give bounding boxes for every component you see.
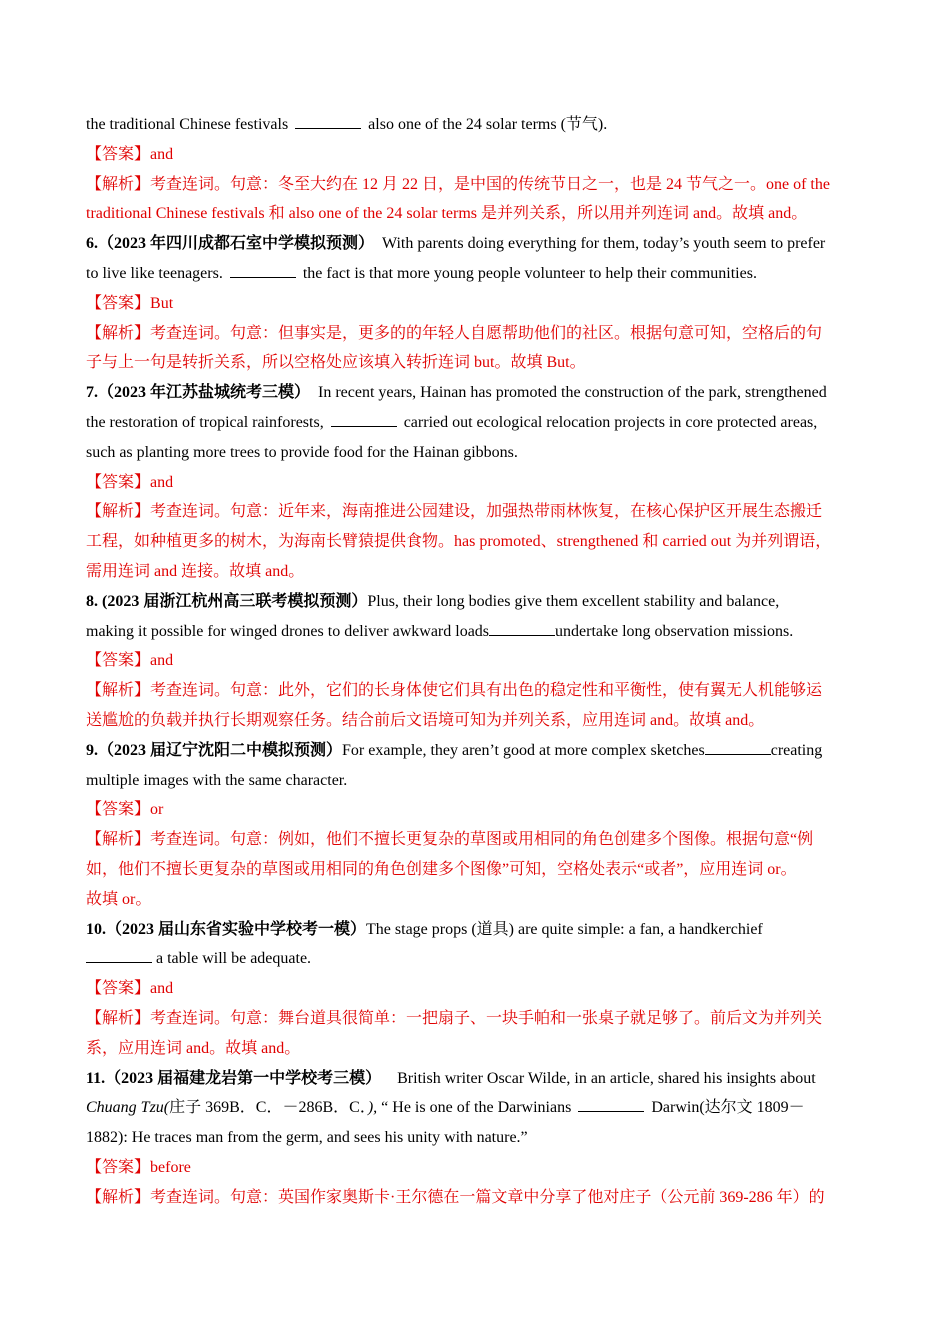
answer-value: or — [150, 801, 164, 819]
question-text: the traditional Chinese festivals — [86, 116, 293, 133]
question-text: making it possible for winged drones to deliver awkward loads — [86, 622, 490, 640]
analysis-line: 【解析】考查连词。句意：舞台道具很简单：一把扇子、一块手帕和一张桌子就足够了。前后文为并列关 — [86, 1009, 823, 1027]
question-text: For example, they aren’t good at more complex sketches — [342, 741, 705, 759]
answer-blank — [705, 741, 771, 755]
question-text: a table will be adequate. — [152, 950, 312, 968]
question-line — [86, 408, 864, 438]
question-text: 庄子 369B．C．－286B．C． — [169, 1099, 368, 1117]
question-line — [86, 736, 864, 766]
question-text: The stage props (道具) are quite simple: a fan, a handkerchief — [366, 920, 763, 938]
answer-value: and — [150, 473, 174, 491]
question-text: also one of the 24 solar terms (节气). — [364, 116, 608, 133]
question-text: 1882): He traces man from the germ, and sees his unity with nature.” — [86, 1129, 528, 1147]
answer-blank — [86, 949, 152, 963]
answer-label: 【答案】 — [86, 473, 151, 491]
question-text: British writer Oscar Wilde, in an article, shared his insights about — [381, 1069, 816, 1087]
question-block-q11 — [86, 1064, 864, 1213]
question-block-q7 — [86, 378, 864, 587]
analysis-line: 送尴尬的负载并执行长期观察任务。结合前后文语境可知为并列关系，应用连词 and。故填 and。 — [86, 711, 765, 729]
answer-line — [86, 795, 864, 825]
analysis-line: 【解析】考查连词。句意：冬至大约在 12 月 22 日，是中国的传统节日之一，也是 24 节气之一。one of the — [86, 175, 830, 193]
question-line — [86, 944, 864, 974]
question-text: Plus, their long bodies give them excellent stability and balance, — [367, 592, 780, 610]
question-source: 10.（2023 届山东省实验中学校考一模） — [86, 920, 367, 938]
answer-value: and — [150, 145, 174, 163]
answer-label: 【答案】 — [86, 294, 151, 312]
analysis-line: 【解析】考查连词。句意：例如，他们不擅长更复杂的草图或用相同的角色创建多个图像。根据句意“例 — [86, 831, 814, 849]
answer-label: 【答案】 — [86, 652, 151, 670]
answer-blank — [331, 413, 397, 427]
analysis-line: 如，他们不擅长更复杂的草图或用相同的角色创建多个图像”可知，空格处表示“或者”，应用连词 or。 — [86, 860, 797, 878]
question-text: multiple images with the same character. — [86, 771, 348, 789]
question-line — [86, 915, 864, 945]
question-block-q6 — [86, 229, 864, 378]
question-block-q8 — [86, 587, 864, 736]
question-source: 6.（2023 年四川成都石室中学模拟预测） — [86, 235, 375, 253]
analysis-line: 【解析】考查连词。句意：近年来，海南推进公园建设，加强热带雨林恢复，在核心保护区开展生态搬迁 — [86, 503, 823, 521]
answer-label: 【答案】 — [86, 1158, 151, 1176]
answer-label: 【答案】 — [86, 801, 151, 819]
question-line — [86, 229, 864, 259]
question-text: such as planting more trees to provide food for the Hainan gibbons. — [86, 443, 518, 461]
question-line — [86, 1093, 864, 1123]
answer-line — [86, 140, 864, 170]
analysis-line: 【解析】考查连词。句意：但事实是，更多的的年轻人自愿帮助他们的社区。根据句意可知，空格后的句 — [86, 324, 823, 342]
question-text: the fact is that more young people volunteer to help their communities. — [298, 264, 757, 282]
answer-line — [86, 1153, 864, 1183]
question-line — [86, 587, 864, 617]
question-text: “ He is one of the Darwinians — [381, 1099, 576, 1117]
question-source: 9.（2023 届辽宁沈阳二中模拟预测） — [86, 741, 343, 759]
question-text: carried out ecological relocation projects in core protected areas, — [399, 413, 818, 431]
question-line — [86, 766, 864, 796]
answer-line — [86, 974, 864, 1004]
question-source: 8. (2023 届浙江杭州高三联考模拟预测） — [86, 592, 368, 610]
question-text: With parents doing everything for them, today’s youth seem to prefer — [374, 235, 826, 253]
answer-line — [86, 646, 864, 676]
question-block-q5 — [86, 110, 864, 229]
analysis-line: traditional Chinese festivals 和 also one of the 24 solar terms 是并列关系，所以用并列连词 and。故填 and。 — [86, 205, 808, 223]
document-page — [86, 110, 864, 1212]
question-source: 11.（2023 届福建龙岩第一中学校考三模） — [86, 1069, 382, 1087]
question-line — [86, 110, 864, 140]
analysis-line: 故填 or。 — [86, 890, 152, 908]
question-line — [86, 1064, 864, 1094]
italic-text: Chuang Tzu( — [86, 1099, 170, 1117]
question-text: creating — [770, 741, 823, 759]
answer-line — [86, 468, 864, 498]
question-text: In recent years, Hainan has promoted the construction of the park, strengthened — [310, 384, 827, 402]
answer-value: and — [150, 980, 174, 998]
answer-value: and — [150, 652, 174, 670]
question-text: the restoration of tropical rainforests, — [86, 413, 328, 431]
analysis-line: 子与上一句是转折关系，所以空格处应该填入转折连词 but。故填 But。 — [86, 354, 586, 372]
question-block-q9 — [86, 736, 864, 915]
question-line — [86, 1123, 864, 1153]
answer-blank — [230, 264, 296, 278]
answer-value: But — [150, 294, 174, 312]
answer-blank — [489, 622, 555, 636]
analysis-line: 系，应用连词 and。故填 and。 — [86, 1039, 301, 1057]
analysis-line: 【解析】考查连词。句意：英国作家奥斯卡·王尔德在一篇文章中分享了他对庄子（公元前 369-286 年）的 — [86, 1188, 825, 1206]
question-line — [86, 617, 864, 647]
question-source: 7.（2023 年江苏盐城统考三模） — [86, 384, 311, 402]
answer-blank — [295, 115, 361, 129]
question-line — [86, 378, 864, 408]
answer-blank — [578, 1098, 644, 1112]
italic-text: ), — [367, 1099, 382, 1117]
question-text: Darwin(达尔文 1809－ — [647, 1099, 805, 1117]
answer-value: before — [150, 1158, 191, 1176]
question-text: undertake long observation missions. — [555, 622, 794, 640]
answer-label: 【答案】 — [86, 980, 151, 998]
question-block-q10 — [86, 915, 864, 1064]
analysis-line: 【解析】考查连词。句意：此外，它们的长身体使它们具有出色的稳定性和平衡性，使有翼无人机能够运 — [86, 682, 823, 700]
analysis-line: 需用连词 and 连接。故填 and。 — [86, 562, 305, 580]
question-line — [86, 259, 864, 289]
question-line — [86, 438, 864, 468]
answer-line — [86, 289, 864, 319]
answer-label: 【答案】 — [86, 145, 151, 163]
analysis-line: 工程，如种植更多的树木，为海南长臂猿提供食物。has promoted、strengthened 和 carried out 为并列谓语， — [86, 533, 832, 551]
question-text: to live like teenagers. — [86, 264, 227, 282]
